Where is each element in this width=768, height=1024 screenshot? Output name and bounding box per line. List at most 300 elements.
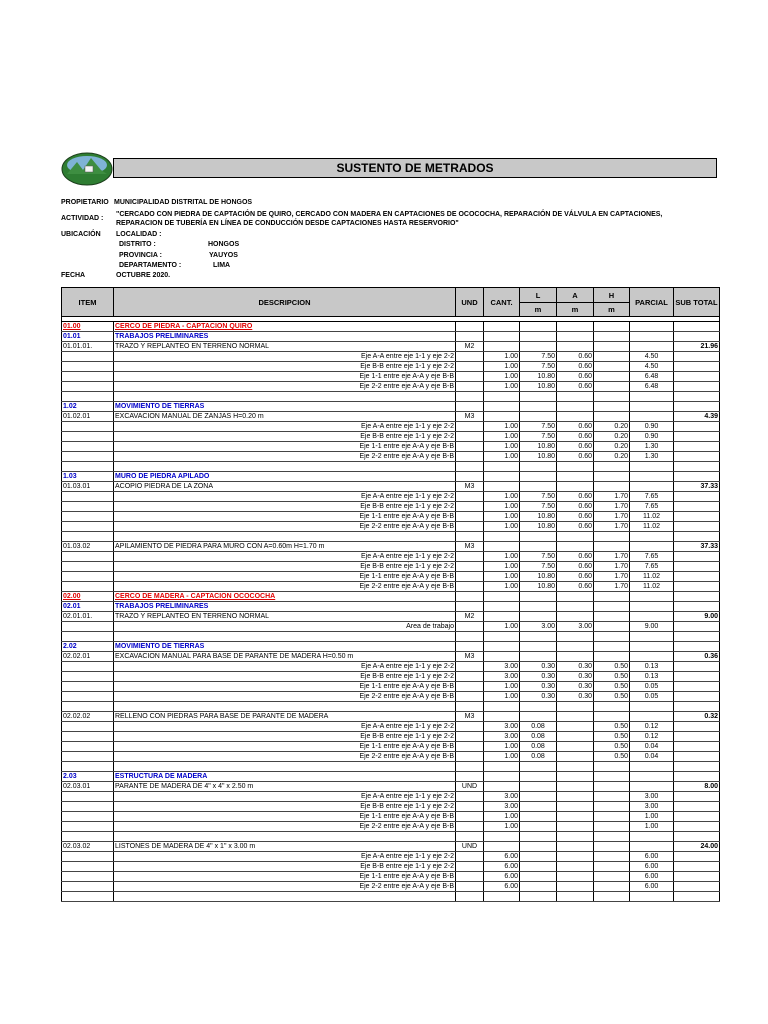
cell-subtotal <box>674 682 720 692</box>
cell-cant: 1.00 <box>484 682 520 692</box>
cell-subtotal <box>674 452 720 462</box>
cell-h <box>594 792 630 802</box>
cell-l: 7.50 <box>520 432 557 442</box>
cell-und <box>456 592 484 602</box>
cell-l: 0.08 <box>520 732 557 742</box>
cell-cant: 3.00 <box>484 802 520 812</box>
cell-h <box>594 702 630 712</box>
cell-descripcion <box>114 832 456 842</box>
cell-cant <box>484 472 520 482</box>
cell-item <box>62 502 114 512</box>
cell-l: 10.80 <box>520 572 557 582</box>
cell-h <box>594 852 630 862</box>
cell-item <box>62 802 114 812</box>
cell-descripcion: Eje B-B entre eje 1-1 y eje 2-2 <box>114 432 456 442</box>
table-row <box>62 552 720 562</box>
cell-und <box>456 682 484 692</box>
cell-a <box>557 742 594 752</box>
cell-h <box>594 772 630 782</box>
cell-a <box>557 722 594 732</box>
cell-subtotal <box>674 832 720 842</box>
cell-l: 10.80 <box>520 372 557 382</box>
cell-descripcion: Eje 1-1 entre eje A-A y eje B-B <box>114 442 456 452</box>
col-l-unit: m <box>520 303 557 317</box>
cell-item: 01.01.01. <box>62 342 114 352</box>
cell-und <box>456 722 484 732</box>
cell-subtotal: 9.00 <box>674 612 720 622</box>
ubicacion-label: UBICACIÓN <box>61 231 101 238</box>
cell-parcial <box>630 702 674 712</box>
table-row <box>62 482 720 492</box>
cell-a <box>557 392 594 402</box>
cell-subtotal <box>674 852 720 862</box>
cell-parcial: 0.13 <box>630 672 674 682</box>
cell-descripcion: Eje A-A entre eje 1-1 y eje 2-2 <box>114 852 456 862</box>
table-row <box>62 562 720 572</box>
cell-h <box>594 652 630 662</box>
actividad-line1: "CERCADO CON PIEDRA DE CAPTACIÓN DE QUIRO, CERCADO CON MADERA EN CAPTACIONES DE OCOCOCHA, REPARACIÓN DE VÁLVULA EN CAPTACIONES, <box>116 211 663 218</box>
cell-cant: 1.00 <box>484 362 520 372</box>
cell-descripcion <box>114 392 456 402</box>
cell-parcial <box>630 772 674 782</box>
table-row <box>62 492 720 502</box>
cell-und <box>456 692 484 702</box>
cell-cant <box>484 402 520 412</box>
cell-item: 02.03.01 <box>62 782 114 792</box>
table-row <box>62 582 720 592</box>
col-parcial: PARCIAL <box>630 288 674 317</box>
cell-subtotal <box>674 402 720 412</box>
cell-l <box>520 462 557 472</box>
cell-item <box>62 762 114 772</box>
cell-parcial <box>630 762 674 772</box>
cell-item <box>62 442 114 452</box>
cell-descripcion <box>114 632 456 642</box>
cell-cant: 1.00 <box>484 382 520 392</box>
cell-subtotal <box>674 742 720 752</box>
blank-row <box>62 762 720 772</box>
cell-l <box>520 402 557 412</box>
col-subtotal: SUB TOTAL <box>674 288 720 317</box>
cell-h <box>594 462 630 472</box>
table-row <box>62 872 720 882</box>
cell-descripcion: TRAZO Y REPLANTEO EN TERRENO NORMAL <box>114 612 456 622</box>
cell-descripcion: CERCO DE PIEDRA - CAPTACION QUIRO <box>114 322 456 332</box>
cell-parcial <box>630 842 674 852</box>
col-l: L <box>520 288 557 303</box>
cell-und <box>456 832 484 842</box>
cell-und <box>456 792 484 802</box>
cell-a: 0.60 <box>557 442 594 452</box>
cell-h: 1.70 <box>594 572 630 582</box>
cell-item: 01.03.02 <box>62 542 114 552</box>
cell-a: 0.60 <box>557 492 594 502</box>
cell-a: 0.60 <box>557 362 594 372</box>
blank-row <box>62 632 720 642</box>
cell-l <box>520 342 557 352</box>
cell-item <box>62 702 114 712</box>
cell-item <box>62 382 114 392</box>
cell-subtotal <box>674 642 720 652</box>
cell-descripcion: TRABAJOS PRELIMINARES <box>114 602 456 612</box>
cell-descripcion: Eje B-B entre eje 1-1 y eje 2-2 <box>114 362 456 372</box>
cell-a <box>557 832 594 842</box>
distrito-value: HONGOS <box>208 241 240 248</box>
cell-descripcion <box>114 532 456 542</box>
cell-a: 0.30 <box>557 672 594 682</box>
cell-parcial: 0.05 <box>630 692 674 702</box>
cell-l: 7.50 <box>520 422 557 432</box>
cell-item <box>62 822 114 832</box>
cell-cant <box>484 332 520 342</box>
cell-parcial: 6.00 <box>630 882 674 892</box>
cell-cant <box>484 782 520 792</box>
cell-und <box>456 742 484 752</box>
cell-h <box>594 872 630 882</box>
cell-l: 0.30 <box>520 682 557 692</box>
cell-subtotal <box>674 692 720 702</box>
cell-parcial <box>630 892 674 902</box>
cell-a <box>557 892 594 902</box>
cell-l <box>520 642 557 652</box>
cell-h: 0.50 <box>594 722 630 732</box>
cell-l: 0.30 <box>520 692 557 702</box>
cell-und <box>456 632 484 642</box>
cell-l: 10.80 <box>520 452 557 462</box>
cell-h: 0.20 <box>594 452 630 462</box>
table-row <box>62 862 720 872</box>
cell-parcial <box>630 472 674 482</box>
cell-subtotal <box>674 502 720 512</box>
cell-item <box>62 352 114 362</box>
cell-descripcion: Area de trabajo <box>114 622 456 632</box>
cell-item <box>62 522 114 532</box>
cell-und <box>456 562 484 572</box>
cell-item: 02.02.02 <box>62 712 114 722</box>
cell-l: 3.00 <box>520 622 557 632</box>
cell-und <box>456 582 484 592</box>
cell-l <box>520 772 557 782</box>
cell-l <box>520 802 557 812</box>
cell-item <box>62 552 114 562</box>
cell-parcial: 3.00 <box>630 792 674 802</box>
table-row <box>62 722 720 732</box>
cell-a: 0.60 <box>557 562 594 572</box>
cell-cant: 1.00 <box>484 582 520 592</box>
table-row <box>62 362 720 372</box>
cell-parcial: 4.50 <box>630 352 674 362</box>
cell-und <box>456 702 484 712</box>
cell-a: 3.00 <box>557 622 594 632</box>
cell-parcial <box>630 482 674 492</box>
cell-a <box>557 462 594 472</box>
cell-l <box>520 712 557 722</box>
cell-l <box>520 872 557 882</box>
cell-subtotal <box>674 672 720 682</box>
cell-descripcion: MOVIMIENTO DE TIERRAS <box>114 402 456 412</box>
cell-h: 0.20 <box>594 422 630 432</box>
cell-und: UND <box>456 782 484 792</box>
cell-l: 10.80 <box>520 512 557 522</box>
cell-cant <box>484 762 520 772</box>
cell-l <box>520 542 557 552</box>
cell-subtotal <box>674 722 720 732</box>
cell-cant: 1.00 <box>484 352 520 362</box>
cell-h: 0.20 <box>594 442 630 452</box>
cell-cant: 1.00 <box>484 522 520 532</box>
table-row <box>62 542 720 552</box>
cell-item <box>62 512 114 522</box>
cell-l <box>520 392 557 402</box>
cell-cant <box>484 482 520 492</box>
cell-a: 0.60 <box>557 422 594 432</box>
cell-subtotal <box>674 582 720 592</box>
actividad-label: ACTIVIDAD : <box>61 215 104 222</box>
cell-cant: 1.00 <box>484 442 520 452</box>
table-row <box>62 432 720 442</box>
cell-l <box>520 792 557 802</box>
table-row <box>62 382 720 392</box>
cell-parcial: 0.05 <box>630 682 674 692</box>
propietario-value: MUNICIPALIDAD DISTRITAL DE HONGOS <box>114 199 253 206</box>
cell-und <box>456 402 484 412</box>
cell-item <box>62 452 114 462</box>
cell-subtotal <box>674 532 720 542</box>
cell-a: 0.60 <box>557 552 594 562</box>
cell-parcial <box>630 392 674 402</box>
cell-item <box>62 562 114 572</box>
table-row <box>62 682 720 692</box>
cell-h: 0.50 <box>594 672 630 682</box>
table-row <box>62 332 720 342</box>
cell-parcial <box>630 532 674 542</box>
cell-subtotal <box>674 512 720 522</box>
cell-item: 02.00 <box>62 592 114 602</box>
cell-h: 0.20 <box>594 432 630 442</box>
cell-und <box>456 732 484 742</box>
cell-parcial: 1.00 <box>630 822 674 832</box>
cell-subtotal <box>674 552 720 562</box>
cell-parcial: 7.65 <box>630 562 674 572</box>
cell-a <box>557 852 594 862</box>
cell-descripcion: Eje 1-1 entre eje A-A y eje B-B <box>114 682 456 692</box>
cell-parcial <box>630 592 674 602</box>
table-row <box>62 472 720 482</box>
cell-h <box>594 622 630 632</box>
cell-a <box>557 862 594 872</box>
cell-l <box>520 812 557 822</box>
cell-parcial <box>630 832 674 842</box>
cell-h <box>594 402 630 412</box>
cell-subtotal <box>674 332 720 342</box>
cell-descripcion: Eje 1-1 entre eje A-A y eje B-B <box>114 372 456 382</box>
cell-h <box>594 382 630 392</box>
cell-und <box>456 642 484 652</box>
cell-h: 1.70 <box>594 492 630 502</box>
cell-descripcion: Eje B-B entre eje 1-1 y eje 2-2 <box>114 672 456 682</box>
cell-cant <box>484 592 520 602</box>
cell-h <box>594 342 630 352</box>
departamento-label: DEPARTAMENTO : <box>119 262 182 269</box>
table-row <box>62 322 720 332</box>
cell-descripcion: Eje B-B entre eje 1-1 y eje 2-2 <box>114 502 456 512</box>
cell-subtotal <box>674 872 720 882</box>
cell-und: M3 <box>456 482 484 492</box>
cell-parcial: 6.48 <box>630 372 674 382</box>
cell-h <box>594 602 630 612</box>
cell-item <box>62 632 114 642</box>
cell-parcial <box>630 542 674 552</box>
cell-item <box>62 722 114 732</box>
cell-und <box>456 662 484 672</box>
cell-und <box>456 422 484 432</box>
cell-descripcion: Eje B-B entre eje 1-1 y eje 2-2 <box>114 562 456 572</box>
cell-cant: 1.00 <box>484 512 520 522</box>
cell-parcial: 1.00 <box>630 812 674 822</box>
table-row <box>62 852 720 862</box>
blank-row <box>62 892 720 902</box>
cell-cant <box>484 772 520 782</box>
cell-cant <box>484 412 520 422</box>
cell-subtotal <box>674 522 720 532</box>
cell-cant: 3.00 <box>484 672 520 682</box>
localidad-label: LOCALIDAD : <box>116 231 162 238</box>
col-a: A <box>557 288 594 303</box>
cell-item <box>62 622 114 632</box>
cell-descripcion: Eje 2-2 entre eje A-A y eje B-B <box>114 882 456 892</box>
cell-und <box>456 432 484 442</box>
cell-h: 1.70 <box>594 552 630 562</box>
cell-parcial <box>630 322 674 332</box>
cell-h: 1.70 <box>594 502 630 512</box>
cell-subtotal <box>674 622 720 632</box>
cell-l <box>520 482 557 492</box>
cell-h <box>594 862 630 872</box>
cell-cant: 6.00 <box>484 882 520 892</box>
cell-und <box>456 392 484 402</box>
cell-subtotal <box>674 422 720 432</box>
cell-a <box>557 792 594 802</box>
cell-h: 0.50 <box>594 732 630 742</box>
table-row <box>62 502 720 512</box>
cell-l: 10.80 <box>520 522 557 532</box>
cell-item: 02.01.01. <box>62 612 114 622</box>
col-a-unit: m <box>557 303 594 317</box>
cell-subtotal <box>674 632 720 642</box>
cell-und: M3 <box>456 712 484 722</box>
table-row <box>62 662 720 672</box>
cell-item: 01.01 <box>62 332 114 342</box>
cell-parcial: 11.02 <box>630 582 674 592</box>
cell-l: 7.50 <box>520 352 557 362</box>
cell-a: 0.60 <box>557 352 594 362</box>
cell-cant: 1.00 <box>484 552 520 562</box>
cell-cant <box>484 542 520 552</box>
cell-a <box>557 642 594 652</box>
cell-item <box>62 892 114 902</box>
cell-h: 0.50 <box>594 662 630 672</box>
cell-cant <box>484 342 520 352</box>
cell-h <box>594 632 630 642</box>
cell-descripcion: Eje A-A entre eje 1-1 y eje 2-2 <box>114 662 456 672</box>
cell-descripcion: LISTONES DE MADERA DE 4" x 1" x 3.00 m <box>114 842 456 852</box>
cell-item: 2.02 <box>62 642 114 652</box>
cell-l: 0.30 <box>520 672 557 682</box>
cell-descripcion: Eje B-B entre eje 1-1 y eje 2-2 <box>114 802 456 812</box>
cell-cant <box>484 892 520 902</box>
cell-a <box>557 412 594 422</box>
cell-l: 0.08 <box>520 742 557 752</box>
cell-subtotal: 8.00 <box>674 782 720 792</box>
cell-h <box>594 472 630 482</box>
cell-cant <box>484 532 520 542</box>
cell-item <box>62 392 114 402</box>
cell-parcial: 6.00 <box>630 862 674 872</box>
fecha-value: OCTUBRE 2020. <box>116 272 171 279</box>
cell-parcial <box>630 402 674 412</box>
table-row <box>62 352 720 362</box>
cell-cant: 1.00 <box>484 422 520 432</box>
cell-l: 10.80 <box>520 382 557 392</box>
cell-l <box>520 602 557 612</box>
cell-cant <box>484 842 520 852</box>
cell-cant: 1.00 <box>484 562 520 572</box>
cell-cant <box>484 392 520 402</box>
fecha-label: FECHA <box>61 272 86 279</box>
cell-parcial <box>630 342 674 352</box>
cell-cant: 1.00 <box>484 372 520 382</box>
cell-cant: 1.00 <box>484 742 520 752</box>
cell-parcial <box>630 782 674 792</box>
cell-h <box>594 612 630 622</box>
cell-cant: 3.00 <box>484 722 520 732</box>
cell-item <box>62 492 114 502</box>
cell-descripcion: EXCAVACION MANUAL DE ZANJAS H=0.20 m <box>114 412 456 422</box>
cell-subtotal <box>674 322 720 332</box>
cell-subtotal <box>674 702 720 712</box>
cell-l <box>520 652 557 662</box>
cell-subtotal <box>674 392 720 402</box>
cell-und <box>456 452 484 462</box>
cell-h <box>594 332 630 342</box>
cell-l <box>520 862 557 872</box>
cell-cant <box>484 322 520 332</box>
table-row <box>62 612 720 622</box>
cell-a <box>557 732 594 742</box>
cell-a <box>557 872 594 882</box>
cell-h: 1.70 <box>594 512 630 522</box>
cell-descripcion: Eje 1-1 entre eje A-A y eje B-B <box>114 742 456 752</box>
cell-subtotal <box>674 812 720 822</box>
table-row <box>62 782 720 792</box>
cell-descripcion <box>114 702 456 712</box>
cell-cant <box>484 832 520 842</box>
cell-und <box>456 752 484 762</box>
cell-parcial: 11.02 <box>630 522 674 532</box>
cell-parcial: 0.90 <box>630 432 674 442</box>
cell-und <box>456 372 484 382</box>
cell-descripcion: Eje A-A entre eje 1-1 y eje 2-2 <box>114 492 456 502</box>
cell-h <box>594 782 630 792</box>
cell-l <box>520 532 557 542</box>
cell-cant: 1.00 <box>484 812 520 822</box>
cell-item <box>62 872 114 882</box>
cell-parcial: 9.00 <box>630 622 674 632</box>
cell-item <box>62 662 114 672</box>
cell-und <box>456 502 484 512</box>
cell-cant: 6.00 <box>484 862 520 872</box>
cell-subtotal: 37.33 <box>674 542 720 552</box>
